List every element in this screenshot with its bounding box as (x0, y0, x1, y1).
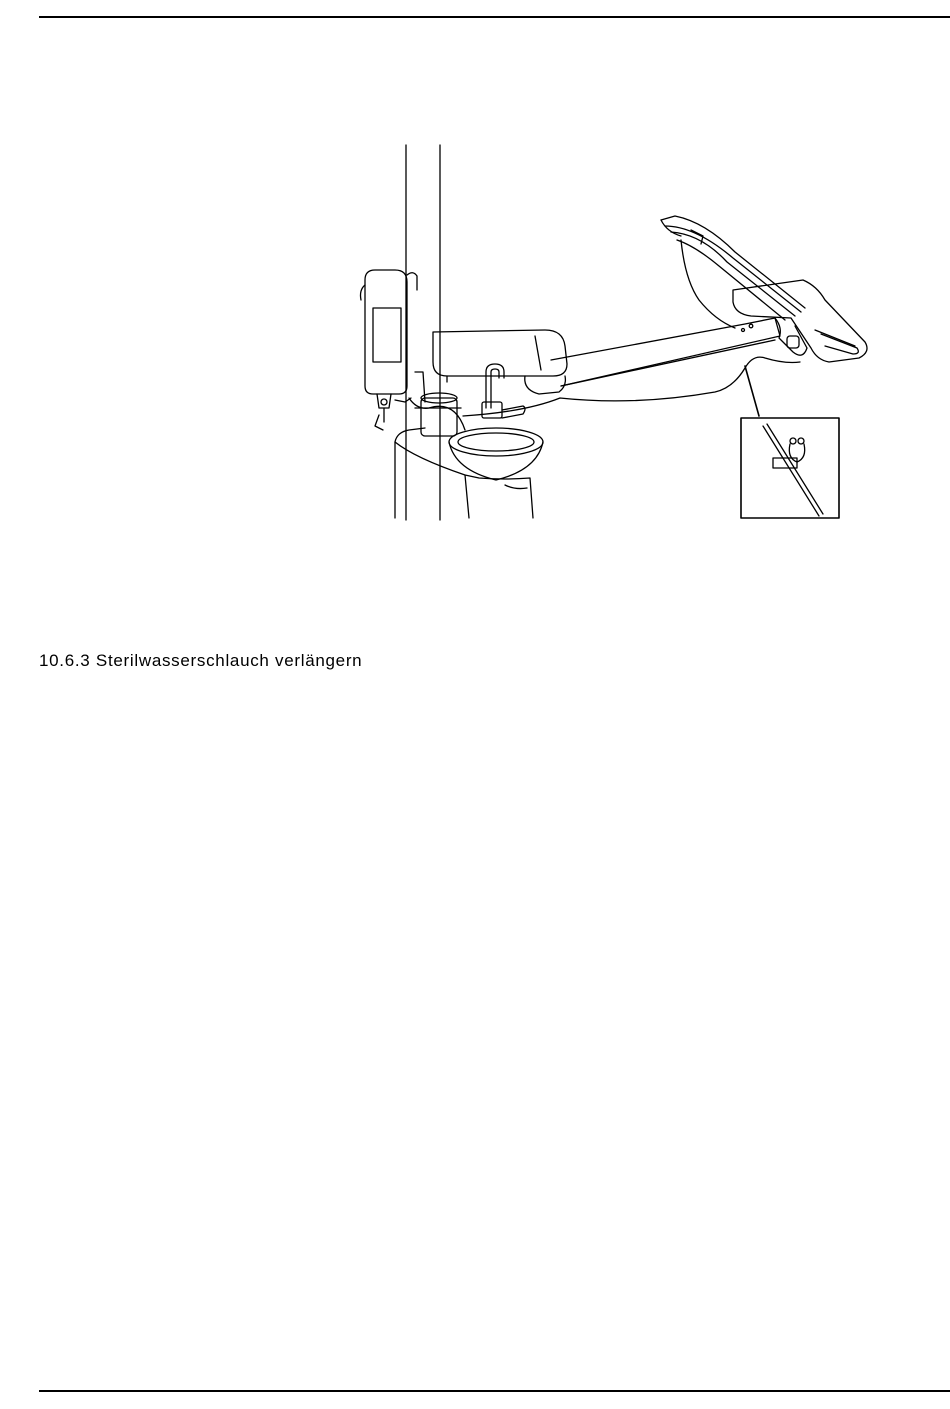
hose-whips (661, 216, 805, 328)
pole-collar (415, 393, 461, 436)
tube-clip-detail (741, 418, 839, 518)
instrument-head (733, 280, 867, 362)
section-number: 10.6.3 (39, 651, 91, 670)
spittoon-bowl (449, 428, 543, 480)
footer-rule (39, 1390, 950, 1392)
sterile-water-bag (361, 270, 418, 430)
section-title: Sterilwasserschlauch verlängern (95, 651, 363, 670)
callout-line (745, 366, 759, 416)
dental-unit-illustration (355, 140, 875, 525)
header-rule (39, 16, 950, 18)
support-arm (433, 330, 567, 394)
base-cabinet (395, 428, 533, 518)
section-heading (39, 651, 362, 671)
instrument-arm (551, 318, 780, 386)
